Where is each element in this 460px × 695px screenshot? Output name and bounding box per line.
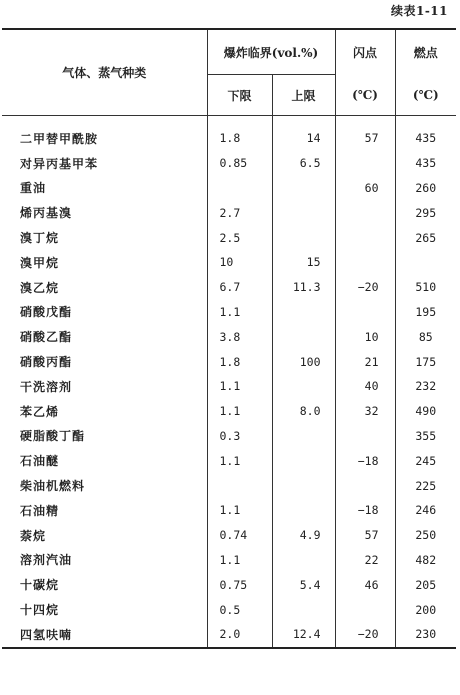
header-ignition-unit: (℃): [395, 75, 456, 116]
table-row: [2, 349, 456, 374]
upper-limit-cell: [272, 548, 335, 573]
table-row: [2, 300, 456, 325]
lower-limit-cell: 1.1: [207, 498, 272, 523]
table-row: [2, 116, 456, 151]
lower-limit-cell: 0.85: [207, 151, 272, 176]
ignition-point-cell: 175: [395, 349, 456, 374]
flash-point-cell: 22: [335, 548, 395, 573]
upper-limit-cell: [272, 200, 335, 225]
upper-limit-cell: [272, 597, 335, 622]
upper-limit-cell: [272, 448, 335, 473]
upper-limit-cell: [272, 498, 335, 523]
table-body: [2, 116, 456, 648]
gas-name-cell: 十碳烷: [20, 578, 60, 593]
lower-limit-cell: 3.8: [207, 324, 272, 349]
ignition-point-cell: 195: [395, 300, 456, 325]
table-row: [2, 597, 456, 622]
lower-limit-cell: 1.1: [207, 548, 272, 573]
lower-limit-cell: 1.8: [207, 349, 272, 374]
ignition-point-cell: 246: [395, 498, 456, 523]
flash-point-cell: −18: [335, 448, 395, 473]
ignition-point-cell: 250: [395, 523, 456, 548]
ignition-point-cell: 435: [395, 116, 456, 151]
flash-point-cell: [335, 151, 395, 176]
upper-limit-cell: 14: [272, 116, 335, 151]
flash-point-cell: 32: [335, 399, 395, 424]
lower-limit-cell: 1.1: [207, 399, 272, 424]
upper-limit-cell: 15: [272, 250, 335, 275]
ignition-point-cell: 232: [395, 374, 456, 399]
upper-limit-cell: 11.3: [272, 275, 335, 300]
table-row: [2, 448, 456, 473]
gas-name-cell: 四氢呋喃: [2, 622, 207, 648]
flash-point-cell: [335, 424, 395, 449]
table-row: [2, 250, 456, 275]
lower-limit-cell: 0.5: [207, 597, 272, 622]
upper-limit-cell: 8.0: [272, 399, 335, 424]
gas-name-cell: 干洗溶剂: [20, 379, 73, 394]
upper-limit-cell: [272, 300, 335, 325]
ignition-point-cell: 230: [395, 622, 456, 648]
upper-limit-cell: [272, 324, 335, 349]
gas-name-cell: 硬脂酸丁酯: [20, 429, 86, 444]
gas-name-cell: 溶剂汽油: [20, 553, 73, 568]
flash-point-cell: 10: [335, 324, 395, 349]
lower-limit-cell: 0.75: [207, 572, 272, 597]
flash-point-cell: −20: [335, 622, 395, 648]
lower-limit-cell: 1.1: [207, 448, 272, 473]
lower-limit-cell: [207, 176, 272, 201]
lower-limit-cell: 0.74: [207, 523, 272, 548]
lower-limit-cell: 2.0: [207, 622, 272, 648]
table-caption: 续表1-11: [390, 4, 448, 18]
lower-limit-cell: 2.7: [207, 200, 272, 225]
header-lower-limit: 下限: [207, 75, 272, 116]
ignition-point-cell: 435: [395, 151, 456, 176]
gas-name-cell: 硝酸戊酯: [20, 305, 73, 320]
gas-name-cell: 溴乙烷: [20, 280, 60, 295]
table-row: [2, 473, 456, 498]
upper-limit-cell: [272, 225, 335, 250]
header-ignition-point: 燃点: [395, 29, 456, 75]
gas-name-cell: 对异丙基甲苯: [20, 156, 99, 171]
ignition-point-cell: 265: [395, 225, 456, 250]
table-row: [2, 151, 456, 176]
data-table: [2, 28, 456, 649]
header-flash-unit: (℃): [335, 75, 395, 116]
gas-name-cell: 二甲替甲酰胺: [2, 116, 207, 151]
gas-name-cell: 萘烷: [20, 528, 47, 543]
table-row: [2, 374, 456, 399]
flash-point-cell: −18: [335, 498, 395, 523]
ignition-point-cell: 200: [395, 597, 456, 622]
flash-point-cell: [335, 225, 395, 250]
upper-limit-cell: [272, 176, 335, 201]
gas-name-cell: 溴丁烷: [20, 231, 60, 246]
table-row: [2, 523, 456, 548]
table-row: [2, 275, 456, 300]
gas-name-cell: 石油精: [20, 503, 60, 518]
ignition-point-cell: 482: [395, 548, 456, 573]
table-row: [2, 399, 456, 424]
lower-limit-cell: 6.7: [207, 275, 272, 300]
gas-name-cell: 溴甲烷: [20, 255, 60, 270]
table-row: [2, 572, 456, 597]
flash-point-cell: 57: [335, 116, 395, 151]
lower-limit-cell: 0.3: [207, 424, 272, 449]
flash-point-cell: 57: [335, 523, 395, 548]
table-row: [2, 498, 456, 523]
flash-point-cell: [335, 300, 395, 325]
table-row: [2, 324, 456, 349]
flash-point-cell: 40: [335, 374, 395, 399]
gas-name-cell: 硝酸丙酯: [20, 355, 73, 370]
ignition-point-cell: 225: [395, 473, 456, 498]
gas-name-cell: 石油醚: [20, 454, 60, 469]
gas-name-cell: 烯丙基溴: [20, 206, 73, 221]
flash-point-cell: [335, 473, 395, 498]
flash-point-cell: [335, 597, 395, 622]
table-row: [2, 424, 456, 449]
ignition-point-cell: 295: [395, 200, 456, 225]
ignition-point-cell: 355: [395, 424, 456, 449]
lower-limit-cell: 1.1: [207, 374, 272, 399]
lower-limit-cell: 1.8: [207, 116, 272, 151]
upper-limit-cell: [272, 424, 335, 449]
lower-limit-cell: [207, 473, 272, 498]
upper-limit-cell: 6.5: [272, 151, 335, 176]
ignition-point-cell: 490: [395, 399, 456, 424]
gas-name-cell: 十四烷: [20, 603, 60, 618]
header-upper-limit: 上限: [272, 75, 335, 116]
lower-limit-cell: 10: [207, 250, 272, 275]
upper-limit-cell: [272, 473, 335, 498]
flash-point-cell: [335, 200, 395, 225]
upper-limit-cell: 4.9: [272, 523, 335, 548]
table-row: [2, 622, 456, 648]
upper-limit-cell: [272, 374, 335, 399]
table-row: [2, 225, 456, 250]
table-row: [2, 176, 456, 201]
lower-limit-cell: 1.1: [207, 300, 272, 325]
upper-limit-cell: 5.4: [272, 572, 335, 597]
flash-point-cell: 21: [335, 349, 395, 374]
flash-point-cell: [335, 250, 395, 275]
gas-name-cell: 柴油机燃料: [20, 479, 86, 494]
header-explosion-limit: 爆炸临界(vol.%): [207, 29, 335, 75]
flash-point-cell: 60: [335, 176, 395, 201]
ignition-point-cell: 260: [395, 176, 456, 201]
ignition-point-cell: 510: [395, 275, 456, 300]
flash-point-cell: 46: [335, 572, 395, 597]
gas-name-cell: 苯乙烯: [20, 404, 60, 419]
table-row: [2, 200, 456, 225]
ignition-point-cell: 205: [395, 572, 456, 597]
ignition-point-cell: 85: [395, 324, 456, 349]
lower-limit-cell: 2.5: [207, 225, 272, 250]
header-gas-type: 气体、蒸气种类: [2, 29, 207, 116]
ignition-point-cell: [395, 250, 456, 275]
ignition-point-cell: 245: [395, 448, 456, 473]
gas-name-cell: 硝酸乙酯: [20, 330, 73, 345]
table-row: [2, 548, 456, 573]
upper-limit-cell: 12.4: [272, 622, 335, 648]
header-flash-point: 闪点: [335, 29, 395, 75]
flash-point-cell: −20: [335, 275, 395, 300]
gas-name-cell: 重油: [20, 181, 47, 196]
upper-limit-cell: 100: [272, 349, 335, 374]
